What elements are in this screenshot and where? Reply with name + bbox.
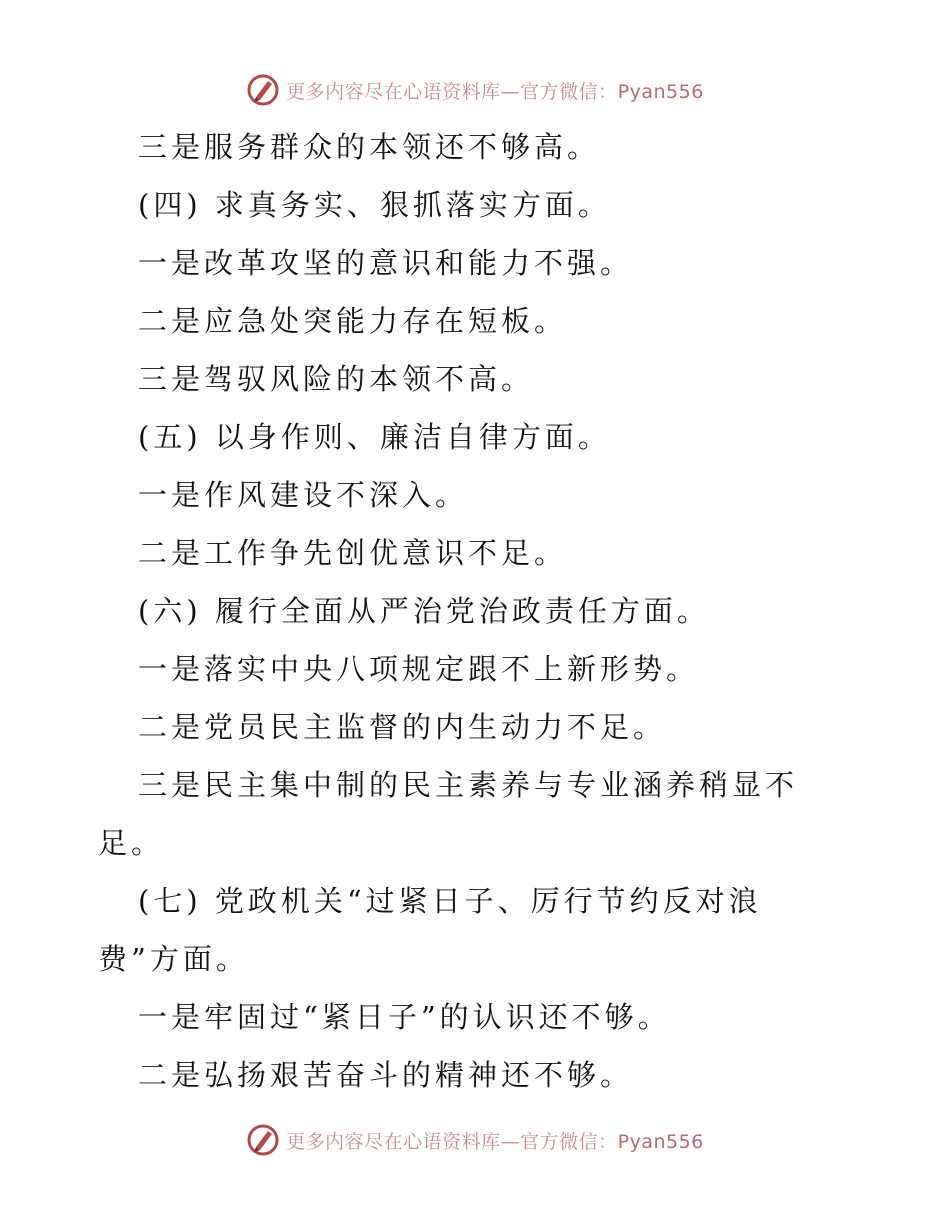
body-line-continuation: 足。	[98, 826, 165, 860]
section-heading: (七) 党政机关“过紧日子、厉行节约反对浪	[138, 884, 762, 918]
document-body	[98, 118, 828, 1104]
body-line: 一是牢固过“紧日子”的认识还不够。	[138, 1000, 671, 1034]
body-line: 二是弘扬艰苦奋斗的精神还不够。	[138, 1058, 634, 1092]
body-line: 二是党员民主监督的内生动力不足。	[138, 710, 667, 744]
body-line: 三是服务群众的本领还不够高。	[138, 130, 601, 164]
header-banner	[0, 70, 950, 110]
section-heading: (四) 求真务实、狠抓落实方面。	[138, 188, 611, 222]
body-line: 一是作风建设不深入。	[138, 478, 469, 512]
footer-banner-text: 更多内容尽在心语资料库—官方微信：Pyan556	[286, 1130, 704, 1153]
pen-logo-icon	[246, 1123, 280, 1157]
body-line: 三是民主集中制的民主素养与专业涵养稍显不	[138, 768, 799, 802]
body-line: 三是驾驭风险的本领不高。	[138, 362, 535, 396]
pen-logo-icon	[246, 73, 280, 107]
body-line: 二是工作争先创优意识不足。	[138, 536, 568, 570]
section-heading: (五) 以身作则、廉洁自律方面。	[138, 420, 611, 454]
footer-banner	[0, 1120, 950, 1160]
body-line: 二是应急处突能力存在短板。	[138, 304, 568, 338]
header-banner-text: 更多内容尽在心语资料库—官方微信：Pyan556	[286, 80, 704, 103]
section-heading: (六) 履行全面从严治党治政责任方面。	[138, 594, 710, 628]
body-line: 一是改革攻坚的意识和能力不强。	[138, 246, 634, 280]
section-heading-continuation: 费”方面。	[98, 942, 249, 976]
body-line: 一是落实中央八项规定跟不上新形势。	[138, 652, 700, 686]
